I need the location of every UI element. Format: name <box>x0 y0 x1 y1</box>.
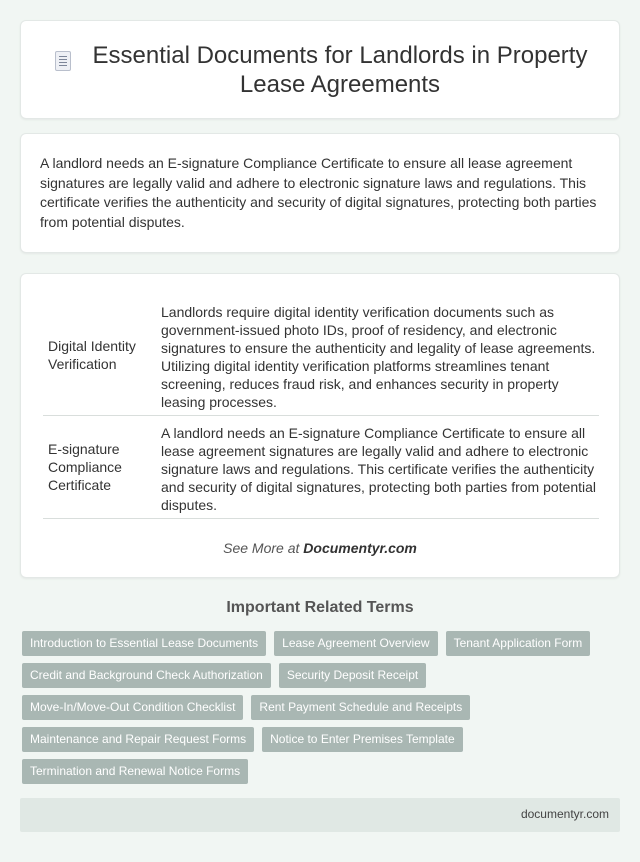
header-card <box>20 20 620 119</box>
table-row <box>43 295 599 416</box>
summary-card <box>20 133 620 253</box>
see-more-site[interactable]: Documentyr.com <box>303 540 417 556</box>
tag-row <box>22 663 426 688</box>
tag-row <box>22 631 590 656</box>
related-term-tag[interactable]: Introduction to Essential Lease Documents <box>22 631 266 656</box>
description-cell: Landlords require digital identity verification documents such as government-issued photo IDs, proof of residency, and electronic signatures to ensure the authenticity and legality of lease agreements. Utilizing digital identity verification platforms streamlines tenant screening, reduces fraud risk, and enhances security in property leasing processes. <box>155 295 599 415</box>
term-label: Digital Identity Verification <box>48 338 136 372</box>
related-terms-title: Important Related Terms <box>226 599 414 616</box>
term-cell <box>43 295 155 415</box>
see-more-link[interactable] <box>21 540 619 556</box>
related-term-tag[interactable]: Move-In/Move-Out Condition Checklist <box>22 695 243 720</box>
related-term-tag[interactable]: Termination and Renewal Notice Forms <box>22 759 248 784</box>
summary-text: A landlord needs an E-signature Compliance Certificate to ensure all lease agreement signatures are legally valid and adhere to electronic signature laws and regulations. This certificate verifies the authenticity and security of digital signatures, protecting both parties from potential disputes. <box>40 155 597 230</box>
footer-site-link[interactable]: documentyr.com <box>520 807 609 821</box>
term-label: E-signature Compliance Certificate <box>48 441 122 493</box>
documents-table-card <box>20 273 620 578</box>
related-term-tag[interactable]: Maintenance and Repair Request Forms <box>22 727 254 752</box>
footer <box>20 798 620 832</box>
related-term-tag[interactable]: Tenant Application Form <box>446 631 591 656</box>
related-term-tag[interactable]: Rent Payment Schedule and Receipts <box>251 695 470 720</box>
documents-table <box>43 295 599 519</box>
related-term-tag[interactable]: Notice to Enter Premises Template <box>262 727 463 752</box>
related-term-tag[interactable]: Security Deposit Receipt <box>279 663 426 688</box>
term-cell <box>43 416 155 518</box>
tag-row <box>22 759 248 784</box>
related-term-tag[interactable]: Credit and Background Check Authorization <box>22 663 271 688</box>
tag-row <box>22 727 463 752</box>
table-row <box>43 416 599 519</box>
tag-row <box>22 695 470 720</box>
description-cell: A landlord needs an E-signature Compliance Certificate to ensure all lease agreement signatures are legally valid and adhere to electronic signature laws and regulations. This certificate verifies the authenticity and security of digital signatures, protecting both parties from potential disputes. <box>155 416 599 518</box>
related-term-tag[interactable]: Lease Agreement Overview <box>274 631 437 656</box>
see-more-prefix: See More at <box>223 540 304 556</box>
page-title: Essential Documents for Landlords in Property Lease Agreements <box>92 41 588 98</box>
